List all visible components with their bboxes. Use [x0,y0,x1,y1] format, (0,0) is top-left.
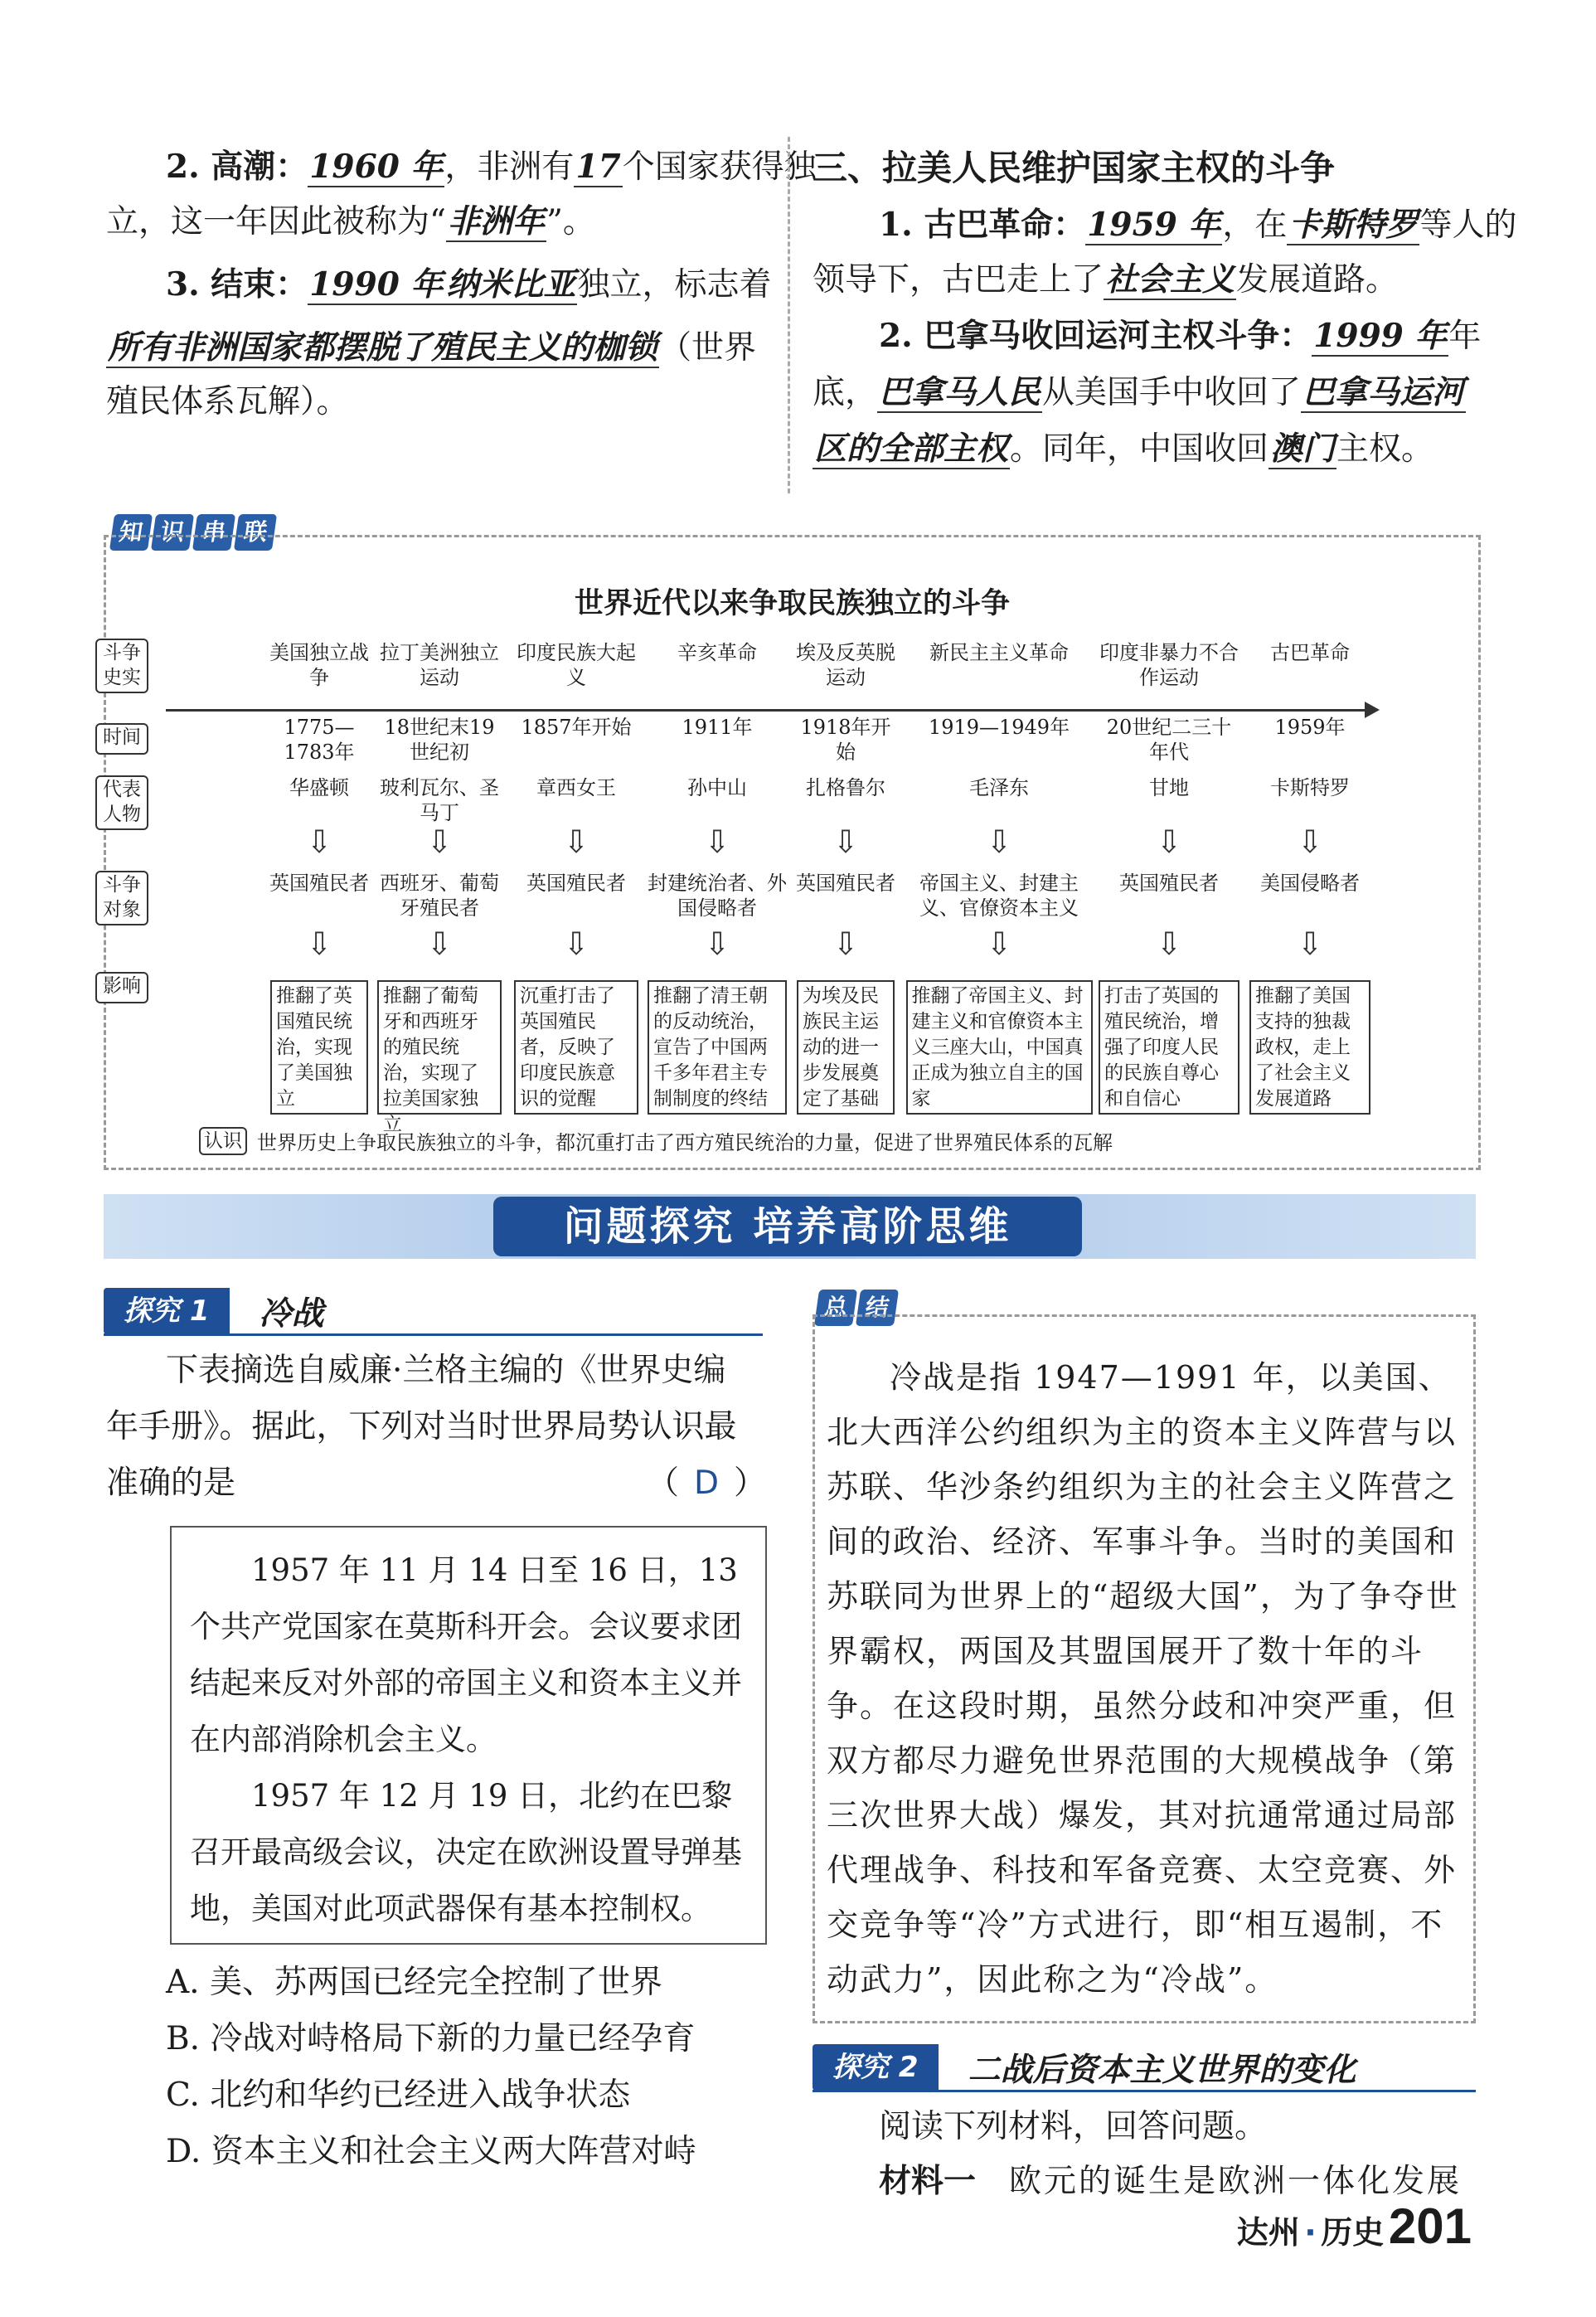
event-time: 18世纪末19世纪初 [384,716,495,764]
recognize-row [199,1126,1113,1155]
climax-line [166,139,817,195]
latin-america-heading: 三、拉美人民维护国家主权的斗争 [813,148,1336,188]
event-name: 辛亥革命 [677,641,757,664]
text-span: 领导下，古巴走上了 [813,261,1104,299]
panama-line-3 [813,421,1433,477]
event-target: 英国殖民者 [1119,872,1219,895]
panama-line [879,308,1481,364]
event-name: 古巴革命 [1270,641,1350,664]
option-b[interactable]: B. 冷战对峙格局下新的力量已经孕育 [166,2020,696,2057]
tag-char: 识 [151,514,194,551]
canal-term: 巴拿马运河 [1303,373,1465,411]
summary-box: 冷战是指 1947—1991 年，以美国、北大西洋公约组织为主的资本主义阵营与以苏联、华沙条约组织为主的社会主义阵营之间的政治、经济、军事斗争。当时的美国和苏联同为世界上的“超级大国”，为了争夺世界霸权，两国及其盟国展开了数十年的斗争。在这段时期，虽然分歧和冲突严重，但双方都尽力避免世界范围的大规模战争（第三次世界大战）爆发，其对抗通常通过局部代理战争、科技和军备竞赛、太空竞赛、外交竞争等“冷”方式进行，即“相互遏制，不动武力”，因此称之为“冷战”。 [813,1314,1476,2023]
material-one-label: 材料一 [879,2163,977,2200]
text-span: 。同年，中国收回 [1010,430,1269,468]
down-arrow-icon: ⇩ [832,823,859,860]
down-arrow-icon: ⇩ [306,925,332,962]
section-banner-title: 问题探究 培养高阶思维 [493,1197,1082,1256]
down-arrow-icon: ⇩ [1297,925,1323,962]
event-effect: 推翻了帝国主义、封建主义和官僚资本主义三座大山，中国真正成为独立自主的国家 [906,980,1093,1115]
macau-term: 澳门 [1270,430,1336,468]
event-target: 英国殖民者 [269,872,369,895]
colonial-collapse-line: 殖民体系瓦解）。 [106,383,349,420]
option-c[interactable]: C. 北约和华约已经进入战争状态 [166,2077,631,2114]
page-number: 201 [1388,2198,1472,2254]
down-arrow-icon: ⇩ [426,823,453,860]
panama-people-term: 巴拿马人民 [879,373,1041,411]
event-person: 卡斯特罗 [1270,776,1350,799]
end-meaning-line [106,320,756,376]
event-person: 甘地 [1149,776,1189,799]
source-quote-box [170,1526,767,1945]
bracket-open: （ [647,1465,680,1502]
down-arrow-icon: ⇩ [563,925,589,962]
text-span: 从美国手中收回了 [1042,374,1302,411]
cuba-line-2 [813,252,1398,308]
climax-count: 17 [575,148,621,186]
text-span: 年 [1448,318,1482,355]
namibia-term: 纳米比亚 [446,265,576,304]
event-target: 西班牙、葡萄牙殖民者 [380,872,499,920]
material-one-text: 欧元的诞生是欧洲一体化发展 [1009,2163,1463,2200]
page-footer [1237,2198,1472,2255]
down-arrow-icon: ⇩ [986,925,1012,962]
event-effect: 推翻了美国支持的独裁政权，走上了社会主义发展道路 [1249,980,1370,1115]
tag-char: 结 [856,1290,899,1326]
africa-year-term: 非洲年 [447,202,545,240]
down-arrow-icon: ⇩ [1297,823,1323,860]
event-time: 1959年 [1274,716,1346,739]
climax-year: 1960 年 [309,148,444,186]
event-name: 印度非暴力不合作运动 [1099,641,1239,689]
event-target: 封建统治者、外国侵略者 [648,872,787,920]
explore1-title: 冷战 [259,1295,324,1333]
explore2-instruction: 阅读下列材料，回答问题。 [879,2108,1268,2145]
explore1-stem-2: 年手册》。据此，下列对当时世界局势认识最 [106,1408,737,1445]
text-span: ，在 [1222,206,1288,244]
text-span: 独立，标志着 [577,266,772,304]
text-span: （世界 [659,329,757,367]
explore2-label: 探究 2 [813,2044,939,2091]
event-time: 1918年开始 [800,716,891,764]
text-span: ，非洲有 [444,148,575,186]
column-divider [788,137,790,493]
event-person: 扎格鲁尔 [806,776,885,799]
cuba-year: 1959 年 [1087,206,1221,244]
down-arrow-icon: ⇩ [426,925,453,962]
event-person: 孙中山 [687,776,747,799]
end-year: 1990 年 [309,265,444,304]
row-label-person: 代表人物 [95,775,148,830]
footer-dot: · [1304,2214,1317,2251]
socialism-term: 社会主义 [1105,260,1235,299]
event-name: 埃及反英脱运动 [796,641,895,689]
castro-term: 卡斯特罗 [1288,206,1419,244]
timeline-axis [166,709,1368,712]
cuba-label: 1. 古巴革命： [879,206,1086,244]
event-person: 华盛顿 [289,776,349,799]
event-target: 英国殖民者 [526,872,626,895]
panama-label: 2. 巴拿马收回运河主权斗争： [879,317,1312,355]
row-label-target: 斗争对象 [95,871,148,925]
bracket-close: ） [734,1465,767,1502]
event-effect: 为埃及民族民主运动的进一步发展奠定了基础 [797,980,895,1115]
text-span: 立，这一年因此被称为“ [106,203,446,240]
text-span: 主权。 [1336,430,1434,468]
explore1-header [104,1288,324,1334]
climax-label: 2. 高潮： [166,148,308,186]
quote-paragraph-2: 1957 年 12 月 19 日，北约在巴黎召开最高级会议，决定在欧洲设置导弹基地，美国对此项武器保有基本控制权。 [190,1778,742,1926]
tag-char: 知 [109,514,153,551]
tag-char: 总 [814,1290,857,1326]
tag-char: 串 [192,514,235,551]
event-target: 帝国主义、封建主义、官僚资本主义 [919,872,1079,920]
text-span: 等人的 [1419,206,1517,244]
tag-char: 联 [234,514,277,551]
africa-year-line [106,194,595,250]
down-arrow-icon: ⇩ [306,823,332,860]
end-line [166,257,771,313]
event-target: 美国侵略者 [1260,872,1360,895]
end-label: 3. 结束： [166,265,308,304]
event-name: 美国独立战争 [269,641,369,689]
answer-letter: D [694,1465,720,1502]
down-arrow-icon: ⇩ [986,823,1012,860]
down-arrow-icon: ⇩ [704,823,730,860]
explore1-underline [104,1333,763,1336]
chain-title: 世界近代以来争取民族独立的斗争 [574,587,1010,620]
explore2-header [813,2044,1356,2091]
row-label-events: 斗争史实 [95,639,148,693]
event-effect: 推翻了清王朝的反动统治，宣告了中国两千多年君主专制制度的终结 [648,980,787,1115]
explore1-stem-3: 准确的是 [106,1465,236,1502]
explore1-stem-1: 下表摘选自威廉·兰格主编的《世界史编 [166,1352,726,1389]
event-name: 新民主主义革命 [929,641,1069,664]
explore2-underline [813,2090,1476,2092]
row-label-time: 时间 [95,723,148,755]
footer-region: 达州 [1236,2214,1300,2251]
cuba-line [879,197,1516,253]
explore1-label: 探究 1 [104,1288,230,1334]
event-person: 章西女王 [536,776,616,799]
footer-subject: 历史 [1321,2214,1385,2251]
answer-bracket [647,1456,766,1511]
text-span: 个国家获得独 [622,148,817,186]
event-person: 玻利瓦尔、圣马丁 [380,776,499,824]
panama-line-2 [813,365,1466,420]
down-arrow-icon: ⇩ [1156,823,1182,860]
event-effect: 推翻了英国殖民统治，实现了美国独立 [270,980,368,1115]
panama-year: 1999 年 [1313,317,1448,355]
sovereignty-term: 区的全部主权 [814,430,1009,468]
down-arrow-icon: ⇩ [832,925,859,962]
option-a[interactable]: A. 美、苏两国已经完全控制了世界 [166,1964,662,2001]
text-span: 底， [813,374,878,411]
event-time: 1857年开始 [521,716,632,739]
quote-paragraph-1: 1957 年 11 月 14 日至 16 日，13 个共产党国家在莫斯科开会。会议要求团结起来反对外部的帝国主义和资本主义并在内部消除机会主义。 [190,1552,742,1757]
event-effect: 推翻了葡萄牙和西班牙的殖民统治，实现了拉美国家独立 [377,980,502,1115]
event-time: 20世纪二三十年代 [1106,716,1232,764]
down-arrow-icon: ⇩ [1156,925,1182,962]
option-d[interactable]: D. 资本主义和社会主义两大阵营对峙 [166,2133,696,2170]
down-arrow-icon: ⇩ [563,823,589,860]
down-arrow-icon: ⇩ [704,925,730,962]
end-meaning-term: 所有非洲国家都摆脱了殖民主义的枷锁 [108,328,658,367]
event-effect: 沉重打击了英国殖民者，反映了印度民族意识的觉醒 [514,980,638,1115]
text-span: 发展道路。 [1236,261,1399,299]
event-time: 1775—1783年 [284,716,355,764]
event-name: 印度民族大起义 [517,641,636,689]
event-time: 1911年 [682,716,753,739]
event-name: 拉丁美洲独立运动 [380,641,499,689]
explore2-title: 二战后资本主义世界的变化 [968,2052,1356,2089]
text-span: ”。 [546,203,595,240]
recognize-text: 世界历史上争取民族独立的斗争，都沉重打击了西方殖民统治的力量，促进了世界殖民体系的瓦解 [257,1131,1113,1154]
recognize-label: 认识 [199,1127,247,1155]
event-person: 毛泽东 [969,776,1029,799]
event-time: 1919—1949年 [928,716,1070,739]
event-target: 英国殖民者 [796,872,895,895]
event-effect: 打击了英国的殖民统治，增强了印度人民的民族自尊心和自信心 [1099,980,1239,1115]
row-label-effect: 影响 [95,972,148,1003]
